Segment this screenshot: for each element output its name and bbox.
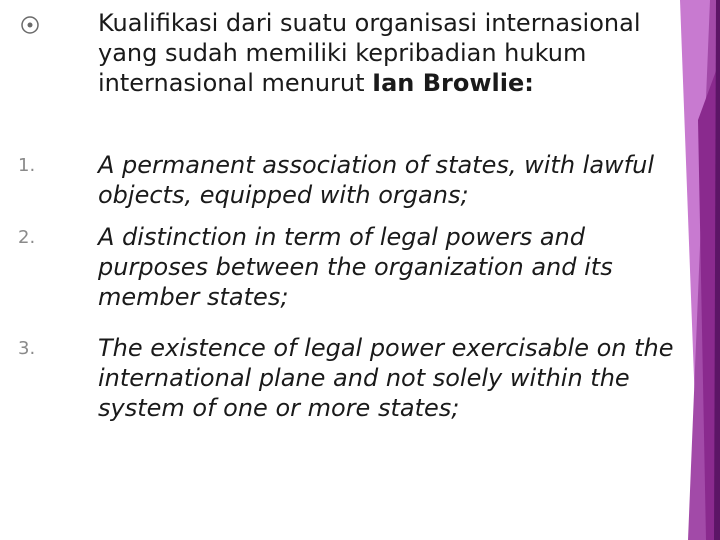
list-item-text: A distinction in term of legal powers and purposes between the organization and its member states; (98, 223, 613, 311)
list-number: 2. (18, 227, 36, 248)
list-item-text: The existence of legal power exercisable on the international plane and not solely within the system of one or more states; (98, 334, 674, 422)
circled-dot-icon (20, 15, 40, 35)
intro-text-body: Kualifikasi dari suatu organisasi internasional yang sudah memiliki kepribadian hukum internasional menurut (98, 9, 641, 97)
author-name: Ian Browlie: (372, 69, 534, 97)
list-number: 1. (18, 155, 36, 176)
list-item-text: A permanent association of states, with lawful objects, equipped with organs; (98, 151, 654, 209)
intro-text (98, 8, 688, 98)
list-number: 3. (18, 338, 36, 359)
